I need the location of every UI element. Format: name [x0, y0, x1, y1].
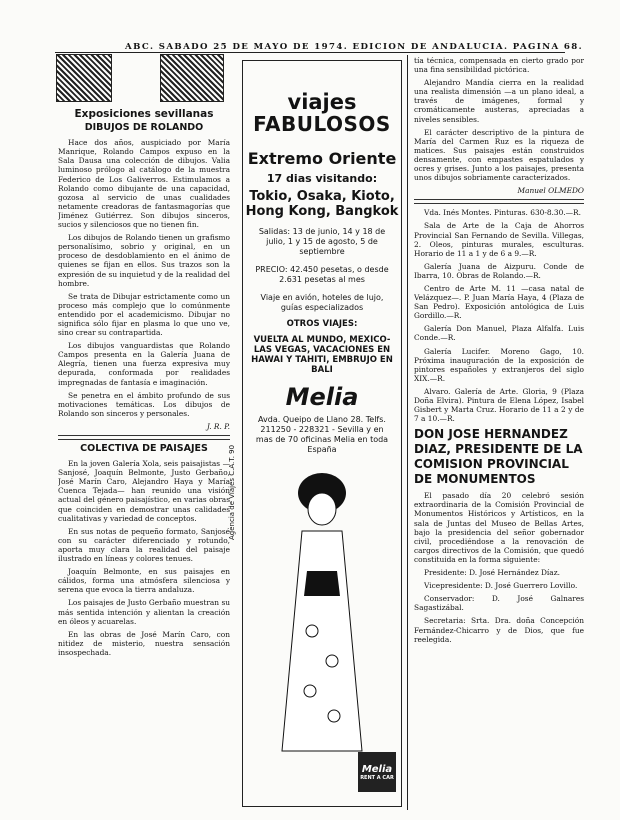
paragraph: El carácter descriptivo de la pintura de María del Carmen Ruz es la riqueza de matices. Sus paisajes están construidos densamente, con empastes espatulados y ocres y grises. Junto a los paisajes, presenta unos dibujos sobriamente caracterizados.: [414, 127, 584, 183]
divider: [58, 435, 230, 440]
ad-credit: Agencia de Viajes C.A.T. 90: [228, 444, 236, 540]
listing: Sala de Arte de la Caja de Ahorros Provincial San Fernando de Sevilla. Villegas, 2. Oleos, pinturas murales, esculturas. Horario de 11 a 1 y de 6 a 9.—R.: [414, 221, 584, 258]
travel-advertisement: [242, 60, 402, 807]
listing: Alvaro. Galería de Arte. Gloria, 9 (Plaza Doña Elvira). Pintura de Elena López, Isabel Gisbert y Marta Cruz. Horario de 11 a 2 y de 7 a 10.—R.: [414, 386, 584, 424]
listing: Galería Don Manuel, Plaza Alfalfa. Luis Conde.—R.: [414, 324, 584, 343]
ad-price: PRECIO: 42.450 pesetas, o desde 2.631 pesetas al mes: [255, 265, 389, 284]
ad-logo: Melia: [285, 383, 359, 411]
paragraph: Vicepresidente: D. José Guerrero Lovillo.: [424, 581, 578, 591]
signature: J. R. P.: [206, 421, 230, 431]
headline: DON JOSE HERNANDEZ DIAZ, PRESIDENTE DE LA COMISION PROVINCIAL DE MONUMENTOS: [414, 427, 583, 487]
paragraph: tía técnica, compensada en cierto grado por una fina sensibilidad pictórica.: [414, 56, 584, 75]
rent-logo-text: Melia: [361, 763, 393, 775]
paragraph: Los dibujos de Rolando tienen un grafismo personalísimo, sobrio y original, en un proceso de desdoblamiento en el ánimo de quienes se fijan en ellos. Sus trazos son la expresión de su inquietud y de la realidad del hombre.: [58, 233, 230, 288]
page-header: ABC. SABADO 25 DE MAYO DE 1974. EDICION DE ANDALUCIA. PAGINA 68.: [125, 42, 584, 52]
paragraph: Presidente: D. José Hernández Díaz.: [424, 568, 560, 578]
ad-duration: 17 dias visitando:: [266, 172, 378, 185]
paragraph: En sus notas de pequeño formato, Sanjosé con su carácter diferenciado y rotundo, aporta muy clara la realidad del paisaje ilustrado en líneas y colores tenues.: [58, 526, 230, 564]
listing: Vda. Inés Montes. Pinturas. 630-8.30.—R.: [424, 208, 581, 218]
listing: Galería Lucifer. Moreno Gago, 10. Próxima inauguración de la exposición de pintores españoles y extranjeros del siglo XIX.—R.: [414, 346, 584, 383]
ad-address: Avda. Queipo de Llano 28. Telfs. 211250 - 228321 - Sevilla y en mas de 70 oficinas Melia en toda España: [255, 415, 389, 454]
paragraph: Hace dos años, auspiciado por María Manrique, Rolando Campos expuso en la Sala Dausa una colección de dibujos. Valia luminoso prólogo al catálogo de la muestra Federico de Los Galiverros. Estimulamos a Rolando como dibujante de una capacidad, gozosa al servicio de unas cualidades netamente creadoras de fantasmagorías que Jiménez Gutiérrez. Son dibujos sinceros, sucios y silenciosos que no tienen fin.: [58, 138, 230, 230]
paragraph: Joaquín Belmonte, en sus paisajes en cálidos, forma una atmósfera silenciosa y serena que evoca la tierra andaluza.: [58, 567, 230, 595]
column-divider-right: [407, 55, 408, 810]
paragraph: Alejandro Mandía cierra en la realidad una realista dimensión —a un plano ideal, a través de imágenes, formal y cromáticamente austeras, apreciadas a niveles sensibles.: [414, 78, 584, 124]
listing: Centro de Arte M. 11 —casa natal de Velázquez—. P. Juan María Haya, 4 (Plaza de San Pedro). Exposición antológica de Luis Gordillo.—R.: [414, 283, 584, 321]
ad-headline-1: viajes: [287, 90, 357, 114]
section-title-2: COLECTIVA DE PAISAJES: [80, 443, 208, 454]
section-title: Exposiciones sevillanas: [74, 108, 214, 120]
ad-departures: Salidas: 13 de junio, 14 y 18 de julio, 1 y 15 de agosto, 5 de septiembre: [258, 227, 386, 256]
header-rule: [55, 52, 565, 53]
article-subtitle: DIBUJOS DE ROLANDO: [84, 122, 204, 134]
ad-other-trips-label: OTROS VIAJES:: [286, 319, 358, 329]
paragraph: Los dibujos vanguardistas que Rolando Campos presenta en la Galería Juana de Alegría, tienen una fuerza expresiva muy depurada, conformada por realidades impregnadas de fantasía e imaginación.: [58, 341, 230, 387]
paragraph: Se penetra en el ámbito profundo de sus motivaciones temáticas. Los dibujos de Rolando son sinceros y personales.: [58, 390, 230, 418]
ad-headline-2: FABULOSOS: [253, 112, 391, 136]
ad-cities: Tokio, Osaka, Kioto, Hong Kong, Bangkok: [245, 189, 399, 219]
decorative-ornament-right: [160, 54, 224, 102]
signature: Manuel OLMEDO: [517, 186, 584, 196]
ad-includes: Viaje en avión, hoteles de lujo, guías especializados: [260, 293, 384, 312]
paragraph: Los paisajes de Justo Gerbaño muestran su más sentida intención y alientan la creación en óleos y acuarelas.: [58, 598, 230, 626]
ad-other-trips: VUELTA AL MUNDO, MEXICO-LAS VEGAS, VACACIONES EN HAWAI Y TAHITI, EMBRUJO EN BALI: [251, 335, 393, 375]
divider: [414, 199, 584, 204]
paragraph: Secretaria: Srta. Dra. doña Concepción Fernández-Chicarro y de Dios, que fue reelegida.: [414, 616, 584, 644]
left-column: [58, 104, 230, 810]
listing: Galería Juana de Aizpuru. Conde de Ibarra, 10. Obras de Rolando.—R.: [414, 261, 584, 280]
right-column: [414, 56, 584, 810]
paragraph: Conservador: D. José Galnares Sagastizábal.: [414, 594, 584, 613]
ad-destination: Extremo Oriente: [247, 149, 397, 168]
decorative-ornament-left: [56, 54, 112, 102]
paragraph: En las obras de José Marín Caro, con nitidez de misterio, nuestra sensación insospechada.: [58, 629, 230, 657]
rent-a-car-logo: [358, 752, 396, 792]
paragraph: En la joven Galería Xola, seis paisajistas —Sanjosé, Joaquín Belmonte, Justo Gerbaño, José Marín Caro, Alejandro Haya y María Cuenca Tejada— han reunido una visión actual del género paisajístico, en varias obras que coinciden en demostrar unas calidades cualitativas y variedad de conceptos.: [58, 459, 230, 523]
paragraph: Se trata de Dibujar estrictamente como un proceso más complejo que lo comúnmente entendido por el academicismo. Dibujar no significa sólo fijar en plasma lo que uno ve, sino crear su contrapartida.: [58, 291, 230, 338]
paragraph: El pasado día 20 celebró sesión extraordinaria de la Comisión Provincial de Monumentos Históricos y Artísticos, en la sala de Juntas del Museo de Bellas Artes, bajo la presidencia del señor gobernador civil, procediéndose a la renovación de cargos directivos de la Comisión, que quedó constituida en la forma siguiente:: [414, 491, 584, 564]
geisha-illustration: [262, 461, 382, 761]
rent-logo-sub: RENT A CAR: [360, 774, 394, 781]
